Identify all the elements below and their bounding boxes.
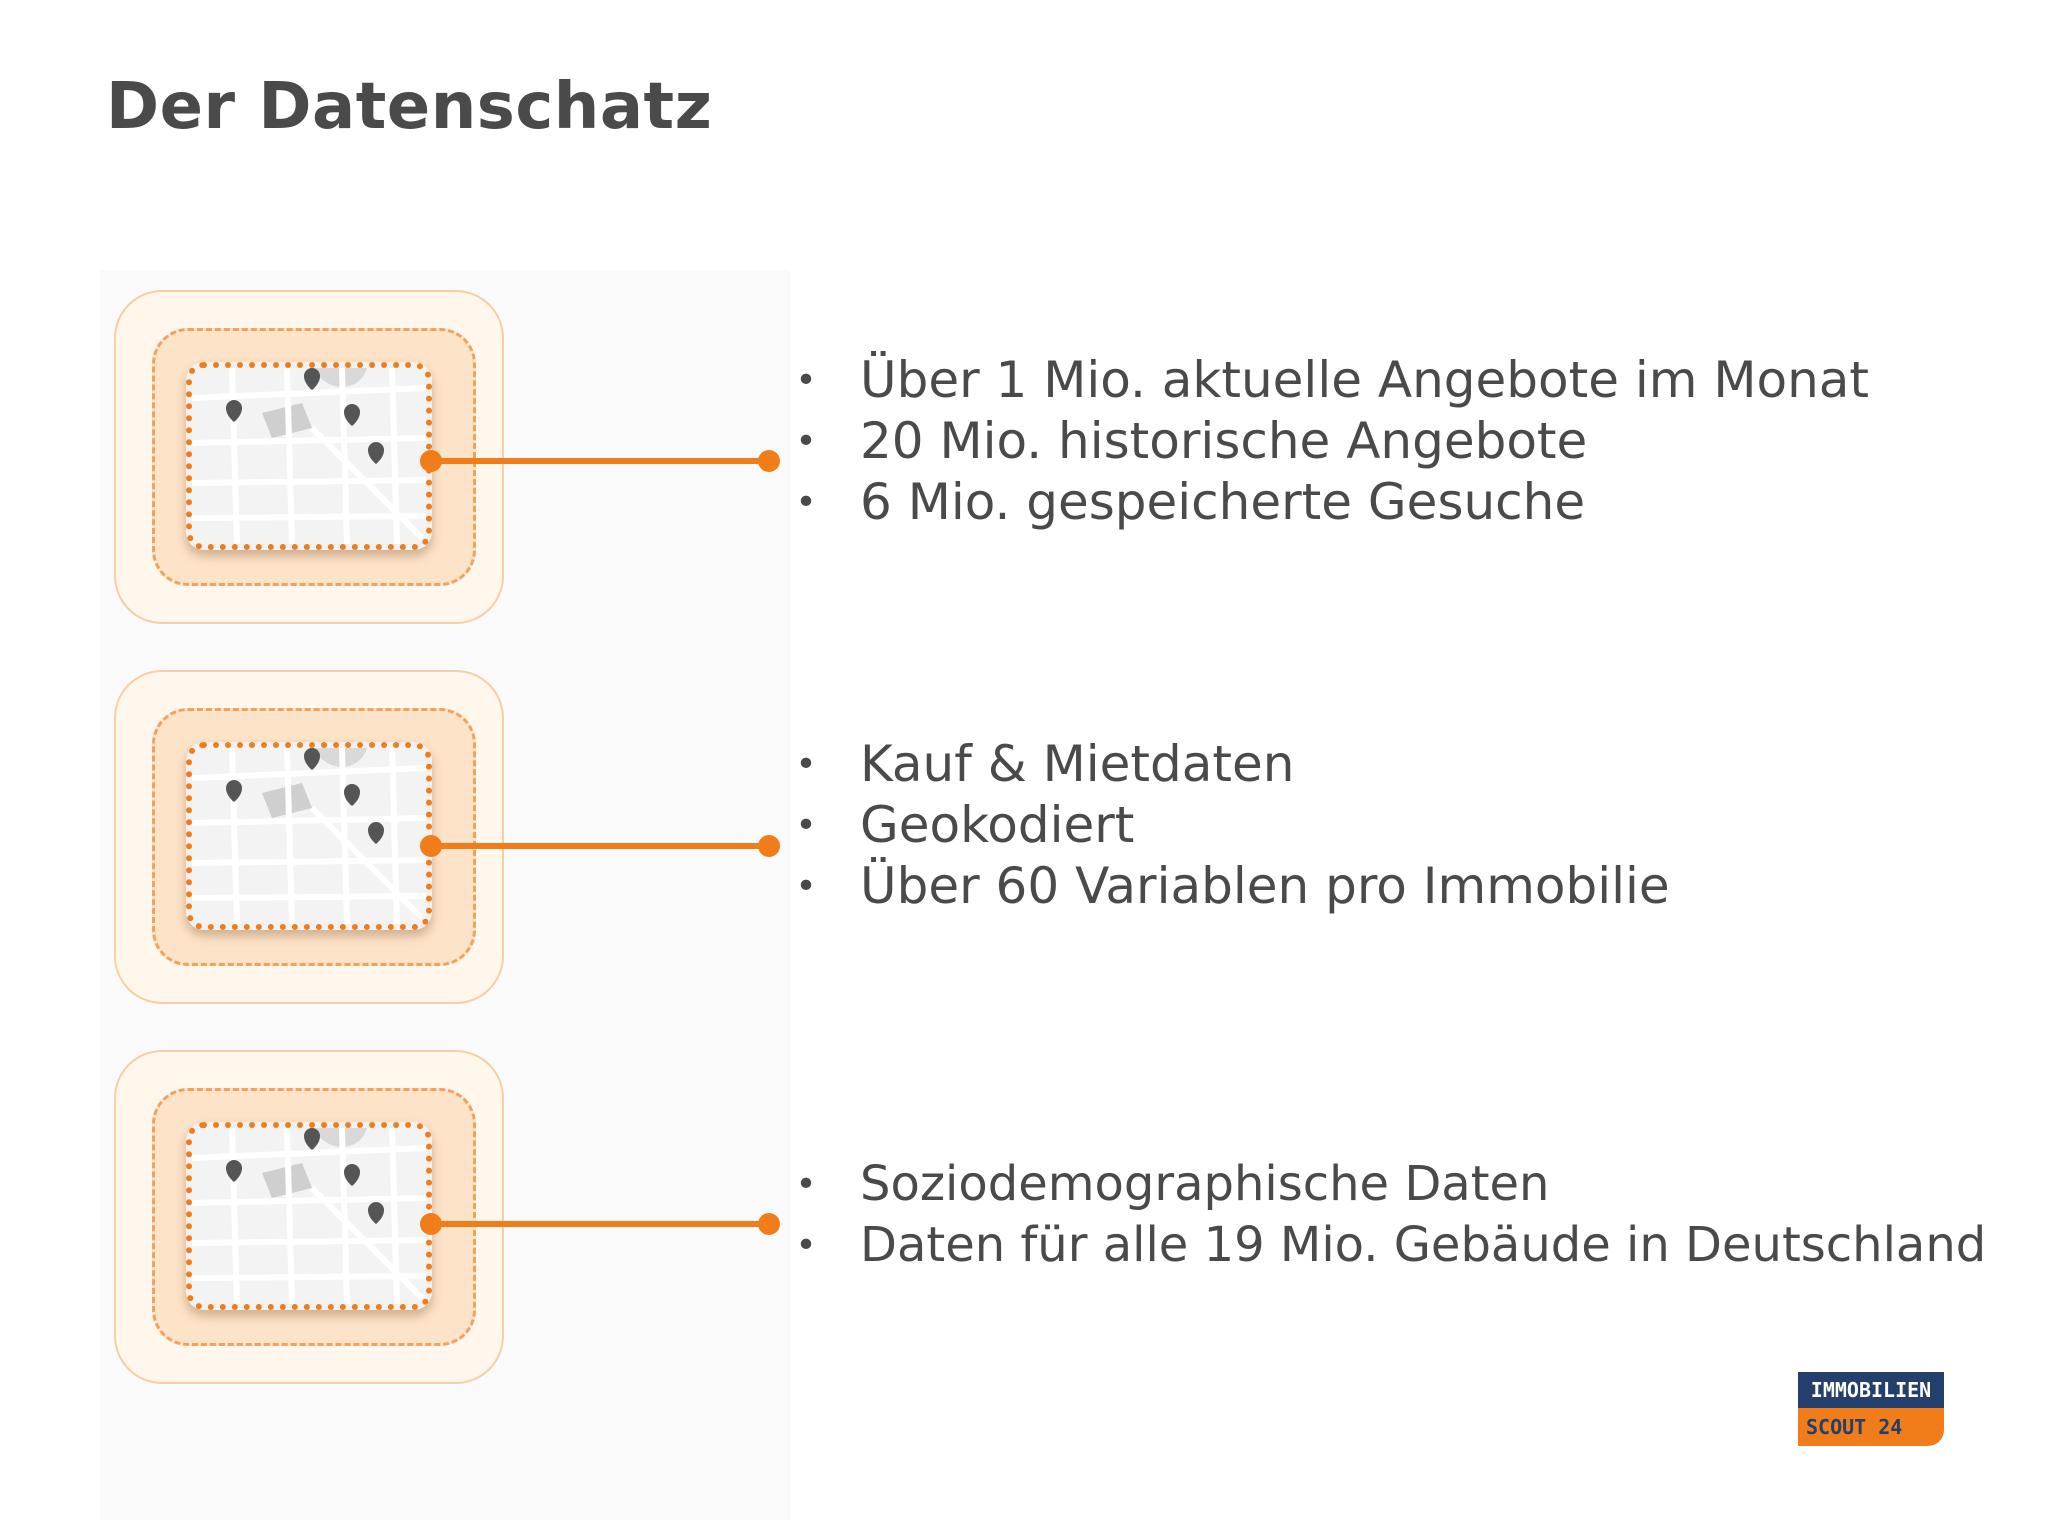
connector-line (420, 835, 780, 857)
connector-line (420, 450, 780, 472)
list-item: • 20 Mio. historische Angebote (795, 412, 1588, 470)
list-item: • Kauf & Mietdaten (795, 735, 1295, 793)
map-pins-icon (186, 742, 432, 930)
list-item: • Über 1 Mio. aktuelle Angebote im Monat (795, 351, 1870, 409)
immobilienscout24-logo (1798, 1372, 1944, 1446)
list-item: • Über 60 Variablen pro Immobilie (795, 857, 1670, 915)
list-item: • Geokodiert (795, 796, 1135, 854)
list-item: • Daten für alle 19 Mio. Gebäude in Deutschland (795, 1217, 1987, 1273)
bullet-list (794, 350, 1869, 533)
slide-title: Der Datenschatz (106, 70, 713, 144)
logo-top-text: IMMOBILIEN (1798, 1372, 1944, 1408)
list-item: • Soziodemographische Daten (795, 1156, 1550, 1212)
connector-line (420, 1213, 780, 1235)
data-block-property-data (0, 670, 2048, 1010)
list-item: • 6 Mio. gespeicherte Gesuche (795, 473, 1586, 531)
logo-bottom-text: SCOUT 24 (1798, 1408, 1944, 1446)
bullet-list (794, 734, 1670, 917)
map-pins-icon (186, 1122, 432, 1310)
data-block-sociodemographics (0, 1050, 2048, 1390)
map-pins-icon (186, 362, 432, 550)
bullet-list (794, 1154, 1986, 1276)
data-block-listings (0, 290, 2048, 630)
